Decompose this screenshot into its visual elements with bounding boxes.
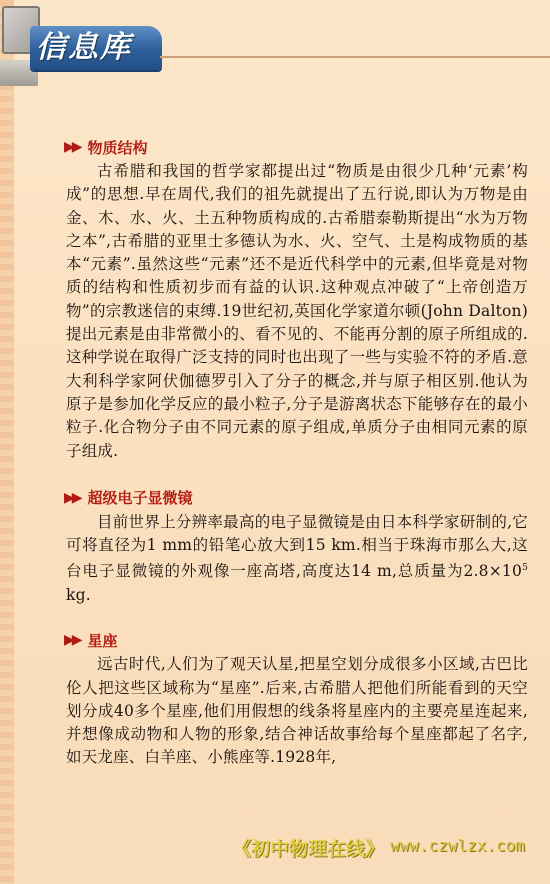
section-title: 超级电子显微镜 [87, 489, 193, 508]
section-paragraph [66, 511, 528, 607]
exponent: 5 [522, 563, 528, 574]
double-arrow-icon: ▶▶ [64, 139, 80, 155]
page-title: 信息库 [36, 30, 132, 65]
paragraph-text: 目前世界上分辨率最高的电子显微镜是由日本科学家研制的,它可将直径为1 mm的铅笔心放大到15 km.相当于珠海市那么大,这台电子显微镜的外观像一座高塔,高度达14 m,总质量为2.8×10 [66, 512, 528, 581]
section-heading [64, 136, 528, 158]
section-matter-structure [66, 136, 528, 463]
footer [0, 826, 550, 884]
site-name: 《初中物理在线》 [232, 838, 385, 860]
section-constellation [66, 629, 528, 769]
section-heading [64, 487, 528, 509]
section-paragraph: 古希腊和我国的哲学家都提出过“物质是由很少几种‘元素’构成”的思想.早在周代,我们的祖先就提出了五行说,即认为万物是由金、木、水、火、土五种物质构成的.古希腊泰勒斯提出“水为万物之本”,古希腊的亚里士多德认为水、火、空气、土是构成物质的基本“元素”.虽然这些“元素”还不是近代科学中的元素,但毕竟是对物质的结构和性质初步而有益的认识.这种观点冲破了“上帝创造万物”的宗教迷信的束缚.19世纪初,英国化学家道尔顿(John Dalton)提出元素是由非常微小的、看不见的、不能再分割的原子所组成的.这种学说在取得广泛支持的同时也出现了一些与实验不符的矛盾.意大利科学家阿伏伽德罗引入了分子的概念,并与原子相区别.他认为原子是参加化学反应的最小粒子,分子是游离状态下能够存在的最小粒子.化合物分子由不同元素的原子组成,单质分子由相同元素的原子组成. [66, 162, 528, 460]
header [0, 0, 550, 100]
content [66, 136, 528, 770]
section-electron-microscope [66, 487, 528, 607]
paragraph-unit: kg. [66, 585, 91, 604]
section-heading [64, 629, 528, 651]
left-decorative-strip [0, 0, 14, 884]
section-paragraph: 远古时代,人们为了观天认星,把星空划分成很多小区域,古巴比伦人把这些区域称为“星座”.后来,古希腊人把他们所能看到的天空划分成40多个星座,他们用假想的线条将星座内的主要亮星连起来,并想像成动物和人物的形象,结合神话故事给每个星座都起了名字,如天龙座、白羊座、小熊座等.1928年, [66, 655, 528, 767]
section-title: 星座 [87, 631, 118, 650]
site-url[interactable]: www.czwlzx.com [390, 836, 525, 855]
section-title: 物质结构 [87, 138, 148, 157]
double-arrow-icon: ▶▶ [64, 632, 80, 649]
header-divider [160, 56, 550, 58]
double-arrow-icon: ▶▶ [64, 489, 80, 506]
